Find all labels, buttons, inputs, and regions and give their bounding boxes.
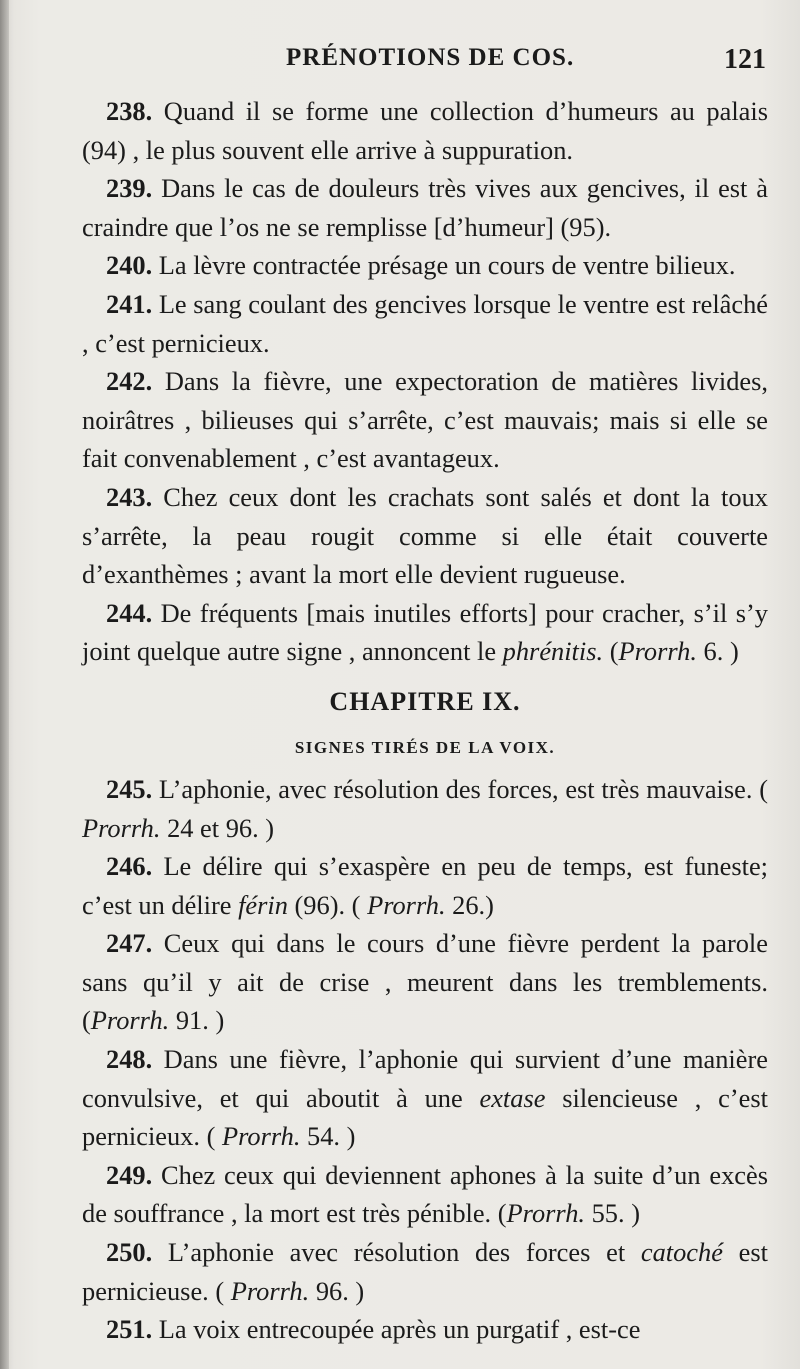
aphorism-text: Dans le cas de douleurs très vives aux gencives, il est à craindre que l’os ne se remplisse [d’humeur] (95). (82, 173, 768, 242)
reference-text: 54. ) (300, 1121, 356, 1152)
reference-text: 26.) (445, 889, 494, 920)
aphorism-text: Le sang coulant des gencives lorsque le ventre est relâché , c’est pernicieux. (82, 288, 768, 358)
paragraph-243 (82, 478, 768, 594)
chapter-subtitle: SIGNES TIRÉS DE LA VOIX. (294, 737, 556, 757)
aphorism-text: Quand il se forme une collection d’humeurs au palais (94) , le plus souvent elle arrive à suppuration. (82, 96, 768, 165)
aphorism-number: 245. (106, 773, 153, 804)
aphorism-number: 247. (106, 928, 153, 959)
aphorism-text: Chez ceux dont les crachats sont salés et dont la toux s’arrête, la peau rougit comme si elle était couverte d’exanthèmes ; avant la mort elle devient rugueuse. (82, 481, 768, 590)
reference-text: 91. ) (169, 1005, 225, 1036)
reference-text: 55. ) (585, 1198, 640, 1229)
aphorism-text: L’aphonie, avec résolution des forces, est très mauvaise. ( (158, 773, 768, 804)
paragraph-251 (82, 1310, 768, 1349)
body-text (82, 92, 768, 1349)
aphorism-text: est pernicieuse. ( (82, 1237, 768, 1306)
aphorism-text: Le délire qui s’exaspère en peu de temps, est funeste; c’est un délire (82, 851, 768, 920)
italic-term: catoché (640, 1237, 723, 1268)
aphorism-number: 251. (106, 1314, 153, 1345)
page-number: 121 (724, 44, 766, 75)
paragraph-248 (82, 1040, 768, 1156)
paragraph-246 (82, 847, 768, 924)
aphorism-text: L’aphonie avec résolution des forces et (167, 1237, 641, 1268)
chapter-title: CHAPITRE IX. (329, 686, 521, 716)
aphorism-number: 242. (106, 366, 153, 397)
aphorism-text: silencieuse , c’est pernicieux. ( (82, 1082, 768, 1152)
reference-italic: Prorrh. (618, 636, 697, 667)
italic-term: phrénitis. (502, 636, 604, 667)
running-head (0, 44, 800, 88)
aphorism-text: Dans une fièvre, l’aphonie qui survient d’une manière convulsive, et qui aboutit à une (82, 1044, 768, 1113)
reference-italic: Prorrh. (82, 812, 161, 843)
aphorism-text: Chez ceux qui deviennent aphones à la suite d’un excès de souffrance , la mort est très pénible. ( (82, 1159, 768, 1229)
paragraph-238 (82, 92, 768, 169)
reference-italic: Prorrh. (506, 1198, 586, 1229)
italic-term: férin (238, 889, 288, 920)
aphorism-number: 241. (106, 288, 153, 319)
aphorism-number: 246. (106, 851, 153, 882)
paragraph-241 (82, 285, 768, 362)
aphorism-text: La voix entrecoupée après un purgatif , est-ce (158, 1314, 641, 1345)
reference-italic: Prorrh. (90, 1005, 170, 1036)
aphorism-number: 244. (106, 597, 153, 628)
aphorism-number: 239. (106, 173, 153, 204)
paragraph-247 (82, 924, 768, 1040)
italic-term: extase (479, 1082, 546, 1113)
paragraph-250 (82, 1233, 768, 1310)
reference-italic: Prorrh. (367, 889, 446, 920)
reference-italic: Prorrh. (221, 1121, 301, 1152)
aphorism-number: 248. (106, 1044, 153, 1075)
aphorism-text: Ceux qui dans le cours d’une fièvre perdent la parole sans qu’il y ait de crise , meurent dans les tremblements. ( (82, 928, 768, 1036)
aphorism-number: 240. (106, 250, 153, 281)
reference-italic: Prorrh. (230, 1275, 310, 1306)
paragraph-244 (82, 594, 768, 671)
reference-text: 24 et 96. ) (160, 812, 275, 843)
aphorism-text: La lèvre contractée présage un cours de ventre bilieux. (158, 250, 736, 281)
paragraph-249 (82, 1156, 768, 1233)
aphorism-text: ( (603, 636, 619, 667)
reference-text: 6. ) (696, 636, 739, 667)
paragraph-245 (82, 770, 768, 847)
aphorism-text: Dans la fièvre, une expectoration de matières livides, noirâtres , bilieuses qui s’arrête, c’est mauvais; mais si elle se fait convenablement , c’est avantageux. (82, 366, 768, 474)
reference-text: 96. ) (309, 1275, 365, 1306)
paragraph-240 (82, 246, 768, 285)
aphorism-number: 243. (106, 481, 153, 512)
aphorism-text: (96). ( (287, 889, 368, 920)
running-title: PRÉNOTIONS DE COS. (286, 44, 575, 71)
aphorism-number: 250. (106, 1237, 153, 1268)
paragraph-239 (82, 169, 768, 246)
page-spine-shadow (0, 0, 9, 1369)
aphorism-number: 249. (106, 1159, 153, 1190)
aphorism-text: De fréquents [mais inutiles efforts] pour cracher, s’il s’y joint quelque autre signe , annoncent le (82, 597, 768, 667)
paragraph-242 (82, 362, 768, 478)
aphorism-number: 238. (106, 96, 153, 126)
